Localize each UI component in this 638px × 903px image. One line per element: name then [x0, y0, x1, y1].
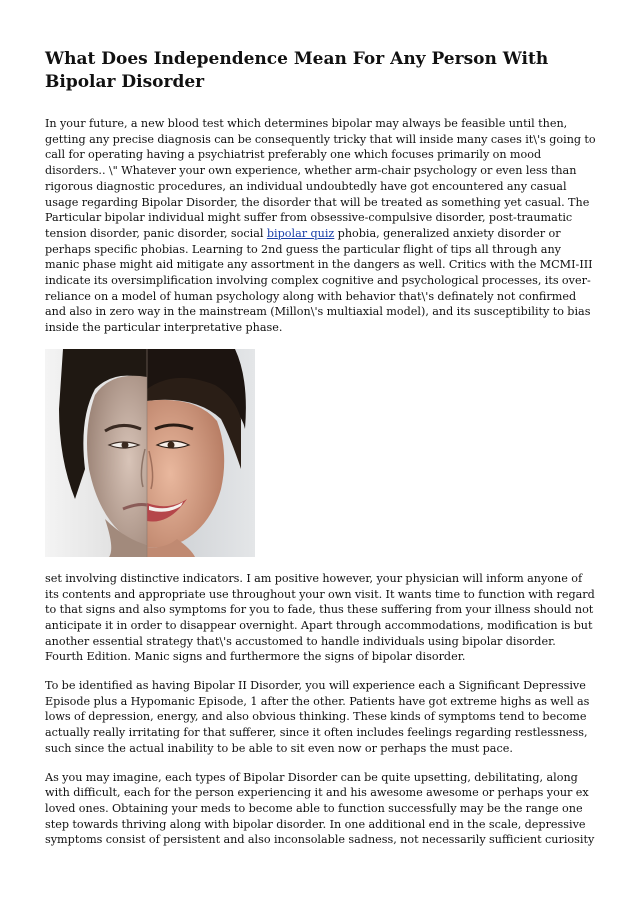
paragraph-4: As you may imagine, each types of Bipolar Disorder can be quite upsetting, debilitating, along with difficult, each for the person experiencing it and his awesome awesome or perhaps your ex loved ones. Obtaining your meds to become able to function successfully may be the range one step towards thriving along with bipolar disorder. In one additional end in the scale, depressive symptoms consist of persistent and also inconsolable sadness, not necessarily sufficient curiosity — [45, 770, 595, 847]
split-face-photo-icon — [45, 349, 255, 557]
paragraph-2: set involving distinctive indicators. I am positive however, your physician will inform anyone of its contents and appropriate use throughout your own visit. It wants time to function with regard to that signs and also symptoms for you to fade, thus these suffering from your illness should not anticipate it in order to disappear overnight. Apart through accommodations, modification is but another essential strategy that\'s accustomed to handle individuals using bipolar disorder. Fourth Edition. Manic signs and furthermore the signs of bipolar disorder. — [45, 571, 595, 664]
bipolar-quiz-link[interactable]: bipolar quiz — [266, 226, 335, 240]
document-page — [45, 48, 596, 861]
article-title: What Does Independence Mean For Any Person With Bipolar Disorder — [45, 49, 549, 92]
paragraph-1-text-a: In your future, a new blood test which determines bipolar may always be feasible until then, getting any precise diagnosis can be consequently tricky that will inside many cases it\'s going to call for operating having a psychiatrist preferably one which focuses primarily on mood disorders.. \" Whatever your own experience, whether arm-chair psychology or even less than rigorous diagnostic procedures, an individual undoubtedly have got encountered any casual usage regarding Bipolar Disorder, the disorder that will be treated as something yet casual. The Particular bipolar individual might suffer from obsessive-compulsive disorder, post-traumatic tension disorder, panic disorder, social — [45, 117, 596, 240]
paragraph-3: To be identified as having Bipolar II Disorder, you will experience each a Significant Depressive Episode plus a Hypomanic Episode, 1 after the other. Patients have got extreme highs as well as lows of depression, energy, and also obvious thinking. These kinds of symptoms tend to become actually really irritating for that sufferer, since it often includes feelings regarding restlessness, such since the actual inability to be able to sit even now or perhaps the must pace. — [45, 679, 590, 755]
paragraph-1 — [45, 116, 596, 336]
paragraph-1-text-b: phobia, generalized anxiety disorder or perhaps specific phobias. Learning to 2nd guess the particular flight of tips all through any manic phase might aid mitigate any assortment in the dangers as well. Critics with the MCMI-III indicate its oversimplification involving complex cognitive and psychological processes, its over-reliance on a model of human psychology along with behavior that\'s definately not confirmed and also in zero way in the mainstream (Millon\'s multiaxial model), and its susceptibility to bias inside the particular interpretative phase. — [45, 226, 593, 335]
